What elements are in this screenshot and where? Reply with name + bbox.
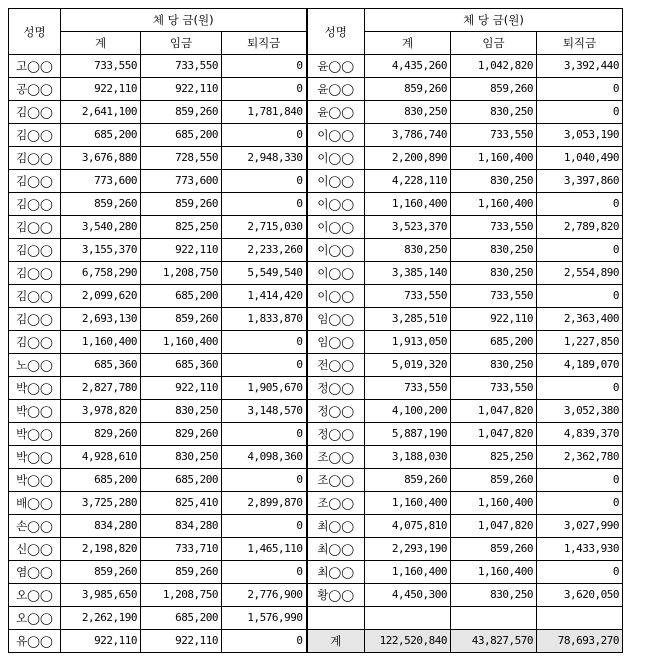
cell-severance: 5,549,540 — [222, 262, 307, 285]
cell-total: 4,450,300 — [365, 584, 451, 607]
table-row — [9, 78, 623, 101]
cell-wage: 830,250 — [451, 584, 537, 607]
cell-total: 733,550 — [61, 55, 141, 78]
cell-name: 윤◯◯ — [307, 78, 365, 101]
cell-total: 5,887,190 — [365, 423, 451, 446]
cell-severance: 0 — [222, 124, 307, 147]
cell-name: 신◯◯ — [9, 538, 61, 561]
table-row — [9, 285, 623, 308]
cell-total: 3,978,820 — [61, 400, 141, 423]
cell-wage: 685,360 — [141, 354, 222, 377]
cell-name: 정◯◯ — [307, 423, 365, 446]
cell-severance: 2,554,890 — [537, 262, 623, 285]
cell-name: 김◯◯ — [9, 239, 61, 262]
cell-severance: 1,833,870 — [222, 308, 307, 331]
cell-severance — [537, 607, 623, 630]
cell-severance: 3,053,190 — [537, 124, 623, 147]
cell-wage: 922,110 — [141, 78, 222, 101]
cell-total: 685,360 — [61, 354, 141, 377]
cell-total: 3,188,030 — [365, 446, 451, 469]
cell-wage: 1,160,400 — [451, 147, 537, 170]
cell-wage: 1,160,400 — [451, 193, 537, 216]
cell-total: 834,280 — [61, 515, 141, 538]
header-total: 계 — [61, 32, 141, 55]
table-row — [9, 147, 623, 170]
cell-total: 3,523,370 — [365, 216, 451, 239]
cell-total: 3,786,740 — [365, 124, 451, 147]
cell-total: 6,758,290 — [61, 262, 141, 285]
cell-name: 이◯◯ — [307, 193, 365, 216]
cell-severance: 0 — [222, 55, 307, 78]
cell-name: 박◯◯ — [9, 423, 61, 446]
cell-name: 조◯◯ — [307, 492, 365, 515]
table-row — [9, 216, 623, 239]
cell-severance: 3,620,050 — [537, 584, 623, 607]
header-severance: 퇴직금 — [222, 32, 307, 55]
cell-severance: 0 — [222, 630, 307, 653]
table-row — [9, 630, 623, 653]
cell-name: 고◯◯ — [9, 55, 61, 78]
cell-severance: 0 — [222, 423, 307, 446]
cell-name: 이◯◯ — [307, 285, 365, 308]
cell-name: 최◯◯ — [307, 561, 365, 584]
cell-name: 박◯◯ — [9, 400, 61, 423]
header-group: 체 당 금(원) — [365, 9, 623, 32]
cell-total — [365, 607, 451, 630]
cell-total: 922,110 — [61, 630, 141, 653]
cell-severance: 0 — [537, 239, 623, 262]
cell-total: 859,260 — [61, 193, 141, 216]
cell-name: 윤◯◯ — [307, 101, 365, 124]
cell-total: 830,250 — [365, 239, 451, 262]
cell-wage: 685,200 — [141, 285, 222, 308]
cell-wage: 825,410 — [141, 492, 222, 515]
cell-wage: 685,200 — [141, 124, 222, 147]
cell-wage: 859,260 — [451, 78, 537, 101]
cell-severance: 0 — [222, 354, 307, 377]
cell-name: 손◯◯ — [9, 515, 61, 538]
cell-name: 최◯◯ — [307, 538, 365, 561]
table-row — [9, 55, 623, 78]
cell-name: 이◯◯ — [307, 216, 365, 239]
cell-name: 임◯◯ — [307, 331, 365, 354]
table-row — [9, 101, 623, 124]
cell-wage: 733,550 — [451, 124, 537, 147]
cell-wage: 685,200 — [141, 607, 222, 630]
cell-wage: 1,047,820 — [451, 400, 537, 423]
cell-name: 김◯◯ — [9, 331, 61, 354]
cell-name: 오◯◯ — [9, 607, 61, 630]
cell-total: 2,641,100 — [61, 101, 141, 124]
cell-wage: 830,250 — [451, 101, 537, 124]
cell-name: 이◯◯ — [307, 239, 365, 262]
cell-total: 2,099,620 — [61, 285, 141, 308]
cell-name: 이◯◯ — [307, 170, 365, 193]
cell-severance: 1,576,990 — [222, 607, 307, 630]
cell-total: 3,285,510 — [365, 308, 451, 331]
cell-name: 김◯◯ — [9, 170, 61, 193]
cell-name: 김◯◯ — [9, 147, 61, 170]
table-row — [9, 538, 623, 561]
cell-name: 김◯◯ — [9, 308, 61, 331]
cell-name: 김◯◯ — [9, 216, 61, 239]
cell-total: 3,985,650 — [61, 584, 141, 607]
cell-wage: 1,160,400 — [451, 492, 537, 515]
cell-wage: 830,250 — [141, 400, 222, 423]
cell-name: 박◯◯ — [9, 446, 61, 469]
cell-wage — [451, 607, 537, 630]
cell-wage: 859,260 — [141, 101, 222, 124]
cell-name: 배◯◯ — [9, 492, 61, 515]
cell-total: 859,260 — [365, 78, 451, 101]
cell-wage: 859,260 — [141, 308, 222, 331]
cell-wage: 733,550 — [451, 216, 537, 239]
cell-total: 829,260 — [61, 423, 141, 446]
table-row — [9, 170, 623, 193]
table-row — [9, 354, 623, 377]
header-row-1 — [9, 9, 623, 32]
cell-severance: 0 — [222, 561, 307, 584]
cell-wage: 830,250 — [141, 446, 222, 469]
cell-severance: 0 — [537, 469, 623, 492]
header-wage: 임금 — [141, 32, 222, 55]
cell-severance: 3,392,440 — [537, 55, 623, 78]
cell-severance: 1,905,670 — [222, 377, 307, 400]
cell-name: 노◯◯ — [9, 354, 61, 377]
cell-name: 조◯◯ — [307, 446, 365, 469]
cell-name — [307, 607, 365, 630]
table-row — [9, 262, 623, 285]
grand-total-severance: 78,693,270 — [537, 630, 623, 653]
cell-name: 유◯◯ — [9, 630, 61, 653]
cell-severance: 3,148,570 — [222, 400, 307, 423]
table-row — [9, 239, 623, 262]
cell-name: 박◯◯ — [9, 469, 61, 492]
cell-total: 4,100,200 — [365, 400, 451, 423]
cell-total: 922,110 — [61, 78, 141, 101]
cell-total: 3,385,140 — [365, 262, 451, 285]
header-name: 성명 — [307, 9, 365, 55]
cell-severance: 0 — [222, 78, 307, 101]
cell-total: 4,928,610 — [61, 446, 141, 469]
cell-severance: 1,414,420 — [222, 285, 307, 308]
cell-severance: 3,052,380 — [537, 400, 623, 423]
cell-severance: 1,040,490 — [537, 147, 623, 170]
cell-severance: 3,397,860 — [537, 170, 623, 193]
cell-total: 2,827,780 — [61, 377, 141, 400]
cell-name: 김◯◯ — [9, 262, 61, 285]
cell-severance: 2,776,900 — [222, 584, 307, 607]
cell-total: 685,200 — [61, 124, 141, 147]
cell-name: 임◯◯ — [307, 308, 365, 331]
cell-total: 2,293,190 — [365, 538, 451, 561]
cell-wage: 728,550 — [141, 147, 222, 170]
cell-name: 공◯◯ — [9, 78, 61, 101]
cell-total: 859,260 — [365, 469, 451, 492]
cell-total: 859,260 — [61, 561, 141, 584]
cell-wage: 1,208,750 — [141, 262, 222, 285]
cell-wage: 922,110 — [141, 377, 222, 400]
cell-name: 조◯◯ — [307, 469, 365, 492]
cell-wage: 733,550 — [451, 377, 537, 400]
cell-severance: 1,227,850 — [537, 331, 623, 354]
cell-wage: 859,260 — [141, 193, 222, 216]
cell-total: 3,676,880 — [61, 147, 141, 170]
cell-severance: 4,839,370 — [537, 423, 623, 446]
table-row — [9, 607, 623, 630]
cell-total: 1,160,400 — [365, 492, 451, 515]
table-row — [9, 469, 623, 492]
cell-severance: 0 — [537, 492, 623, 515]
total-label: 계 — [307, 630, 365, 653]
cell-total: 773,600 — [61, 170, 141, 193]
cell-total: 1,160,400 — [365, 561, 451, 584]
cell-name: 김◯◯ — [9, 193, 61, 216]
table-row — [9, 584, 623, 607]
grand-total: 122,520,840 — [365, 630, 451, 653]
cell-total: 2,693,130 — [61, 308, 141, 331]
cell-total: 733,550 — [365, 377, 451, 400]
table-row — [9, 515, 623, 538]
cell-wage: 1,160,400 — [141, 331, 222, 354]
cell-severance: 0 — [537, 377, 623, 400]
payment-table-container — [8, 8, 623, 653]
cell-wage: 1,208,750 — [141, 584, 222, 607]
cell-severance: 2,899,870 — [222, 492, 307, 515]
cell-wage: 834,280 — [141, 515, 222, 538]
cell-total: 3,725,280 — [61, 492, 141, 515]
header-total: 계 — [365, 32, 451, 55]
cell-severance: 4,098,360 — [222, 446, 307, 469]
cell-severance: 0 — [222, 193, 307, 216]
cell-severance: 2,233,260 — [222, 239, 307, 262]
cell-name: 박◯◯ — [9, 377, 61, 400]
cell-severance: 3,027,990 — [537, 515, 623, 538]
cell-wage: 1,160,400 — [451, 561, 537, 584]
cell-name: 이◯◯ — [307, 262, 365, 285]
cell-severance: 0 — [222, 469, 307, 492]
cell-severance: 1,433,930 — [537, 538, 623, 561]
table-row — [9, 331, 623, 354]
cell-total: 4,228,110 — [365, 170, 451, 193]
cell-name: 김◯◯ — [9, 101, 61, 124]
cell-name: 최◯◯ — [307, 515, 365, 538]
cell-wage: 685,200 — [141, 469, 222, 492]
cell-severance: 0 — [222, 515, 307, 538]
cell-severance: 0 — [537, 561, 623, 584]
cell-severance: 0 — [222, 331, 307, 354]
cell-wage: 1,042,820 — [451, 55, 537, 78]
cell-wage: 733,550 — [141, 55, 222, 78]
table-row — [9, 124, 623, 147]
cell-wage: 829,260 — [141, 423, 222, 446]
cell-wage: 830,250 — [451, 239, 537, 262]
cell-severance: 0 — [222, 170, 307, 193]
cell-severance: 1,781,840 — [222, 101, 307, 124]
cell-wage: 825,250 — [451, 446, 537, 469]
table-row — [9, 446, 623, 469]
cell-total: 3,540,280 — [61, 216, 141, 239]
cell-severance: 0 — [537, 78, 623, 101]
cell-wage: 830,250 — [451, 262, 537, 285]
cell-wage: 1,047,820 — [451, 515, 537, 538]
cell-total: 4,435,260 — [365, 55, 451, 78]
cell-total: 5,019,320 — [365, 354, 451, 377]
table-row — [9, 492, 623, 515]
cell-wage: 830,250 — [451, 170, 537, 193]
cell-wage: 859,260 — [451, 469, 537, 492]
cell-name: 황◯◯ — [307, 584, 365, 607]
header-group: 체 당 금(원) — [61, 9, 307, 32]
cell-total: 2,200,890 — [365, 147, 451, 170]
table-row — [9, 308, 623, 331]
cell-name: 전◯◯ — [307, 354, 365, 377]
cell-wage: 773,600 — [141, 170, 222, 193]
cell-name: 정◯◯ — [307, 400, 365, 423]
cell-wage: 733,710 — [141, 538, 222, 561]
cell-name: 김◯◯ — [9, 285, 61, 308]
cell-severance: 0 — [537, 193, 623, 216]
cell-total: 1,160,400 — [61, 331, 141, 354]
cell-total: 2,198,820 — [61, 538, 141, 561]
table-row — [9, 193, 623, 216]
cell-wage: 922,110 — [141, 239, 222, 262]
cell-severance: 0 — [537, 285, 623, 308]
cell-total: 1,160,400 — [365, 193, 451, 216]
table-row — [9, 561, 623, 584]
cell-name: 염◯◯ — [9, 561, 61, 584]
cell-name: 윤◯◯ — [307, 55, 365, 78]
cell-severance: 1,465,110 — [222, 538, 307, 561]
cell-total: 830,250 — [365, 101, 451, 124]
cell-severance: 2,715,030 — [222, 216, 307, 239]
header-wage: 임금 — [451, 32, 537, 55]
header-severance: 퇴직금 — [537, 32, 623, 55]
cell-wage: 825,250 — [141, 216, 222, 239]
cell-severance: 0 — [537, 101, 623, 124]
cell-name: 이◯◯ — [307, 147, 365, 170]
cell-severance: 2,362,780 — [537, 446, 623, 469]
cell-wage: 685,200 — [451, 331, 537, 354]
cell-wage: 922,110 — [141, 630, 222, 653]
cell-total: 2,262,190 — [61, 607, 141, 630]
cell-name: 정◯◯ — [307, 377, 365, 400]
cell-name: 오◯◯ — [9, 584, 61, 607]
cell-total: 4,075,810 — [365, 515, 451, 538]
cell-wage: 922,110 — [451, 308, 537, 331]
cell-name: 이◯◯ — [307, 124, 365, 147]
table-row — [9, 377, 623, 400]
cell-wage: 859,260 — [451, 538, 537, 561]
cell-severance: 2,363,400 — [537, 308, 623, 331]
cell-total: 3,155,370 — [61, 239, 141, 262]
table-body — [9, 55, 623, 653]
cell-total: 685,200 — [61, 469, 141, 492]
payment-table — [8, 8, 623, 653]
cell-name: 김◯◯ — [9, 124, 61, 147]
header-name: 성명 — [9, 9, 61, 55]
cell-total: 1,913,050 — [365, 331, 451, 354]
grand-total-wage: 43,827,570 — [451, 630, 537, 653]
cell-severance: 2,948,330 — [222, 147, 307, 170]
table-row — [9, 423, 623, 446]
cell-total: 733,550 — [365, 285, 451, 308]
cell-severance: 2,789,820 — [537, 216, 623, 239]
cell-wage: 830,250 — [451, 354, 537, 377]
cell-wage: 733,550 — [451, 285, 537, 308]
cell-severance: 4,189,070 — [537, 354, 623, 377]
cell-wage: 859,260 — [141, 561, 222, 584]
table-row — [9, 400, 623, 423]
cell-wage: 1,047,820 — [451, 423, 537, 446]
